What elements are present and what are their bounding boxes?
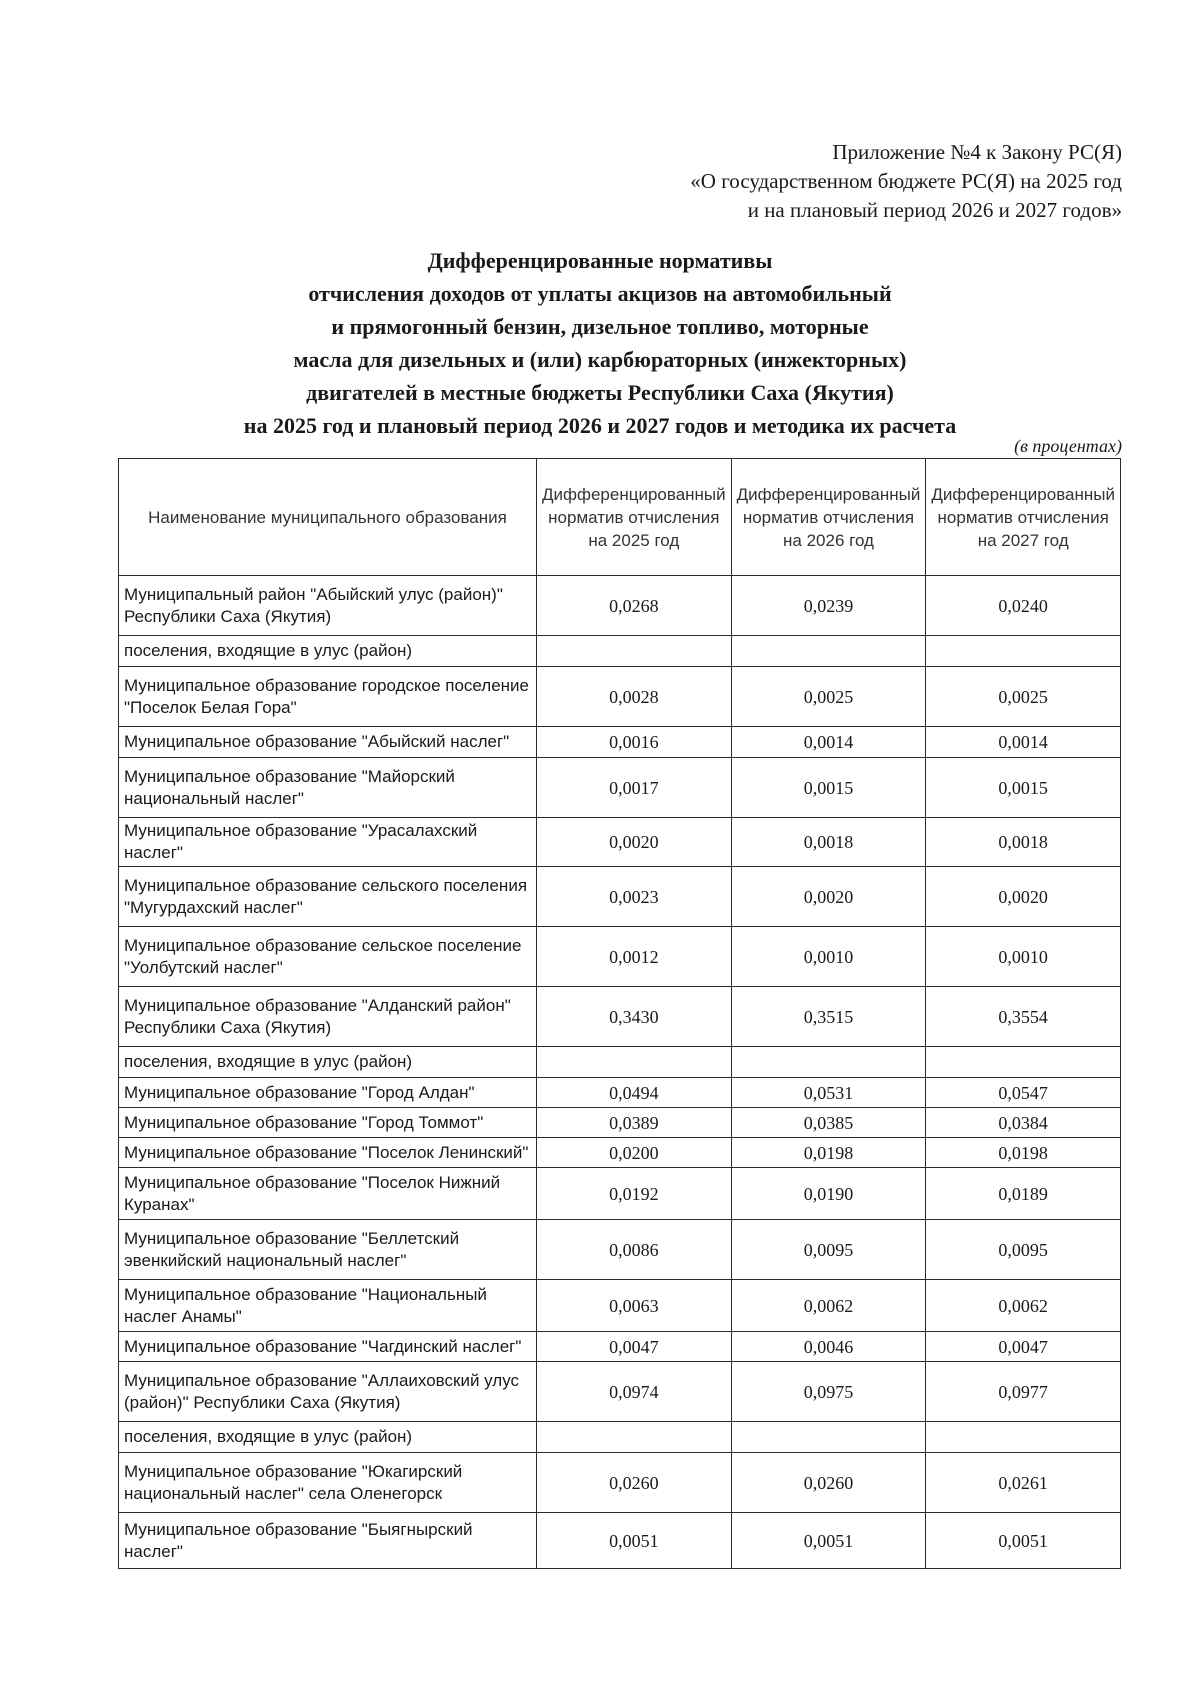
value-2025: 0,0016 [536,727,731,758]
value-2026: 0,3515 [731,987,926,1047]
table-row [119,576,1121,636]
municipality-name: Муниципальное образование "Алданский район" Республики Саха (Якутия) [119,987,537,1047]
table-row [119,1168,1121,1220]
column-header-2026: Дифференцированный норматив отчисления на 2026 год [731,459,926,576]
value-2027: 0,0547 [926,1078,1121,1108]
municipality-name: Муниципальное образование сельского поселения "Мугурдахский наслег" [119,867,537,927]
value-2026: 0,0014 [731,727,926,758]
table-row [119,667,1121,727]
value-2026: 0,0190 [731,1168,926,1220]
table-row [119,1453,1121,1513]
value-2025: 0,0260 [536,1453,731,1513]
value-2025: 0,0063 [536,1280,731,1332]
value-2027: 0,0261 [926,1453,1121,1513]
municipality-name: Муниципальное образование городское поселение "Поселок Белая Гора" [119,667,537,727]
value-2026: 0,0020 [731,867,926,927]
value-2025: 0,0020 [536,818,731,867]
municipality-name: Муниципальное образование "Поселок Ленинский" [119,1138,537,1168]
units-note: (в процентах) [1014,436,1122,456]
municipality-name: Муниципальное образование "Быягнырский наслег" [119,1513,537,1569]
municipality-name: Муниципальное образование сельское поселение "Уолбутский наслег" [119,927,537,987]
table-row [119,1422,1121,1453]
value-2026: 0,0062 [731,1280,926,1332]
value-2025: 0,0192 [536,1168,731,1220]
value-2027: 0,0051 [926,1513,1121,1569]
table-row [119,1138,1121,1168]
table-row [119,1078,1121,1108]
value-2027: 0,0010 [926,927,1121,987]
value-2027: 0,0198 [926,1138,1121,1168]
title-line: и прямогонный бензин, дизельное топливо, моторные [331,314,869,339]
value-2025: 0,0028 [536,667,731,727]
value-2026: 0,0239 [731,576,926,636]
municipality-name: поселения, входящие в улус (район) [119,1422,537,1453]
value-2025: 0,0494 [536,1078,731,1108]
municipality-name: поселения, входящие в улус (район) [119,636,537,667]
municipality-name: Муниципальное образование "Город Алдан" [119,1078,537,1108]
municipality-name: Муниципальный район "Абыйский улус (район)" Республики Саха (Якутия) [119,576,537,636]
column-header-name: Наименование муниципального образования [119,459,537,576]
value-2025: 0,0051 [536,1513,731,1569]
value-2026: 0,0260 [731,1453,926,1513]
document-title [120,244,1080,442]
value-2027: 0,0384 [926,1108,1121,1138]
norms-table [118,458,1121,1569]
table-row [119,1362,1121,1422]
value-2027: 0,0062 [926,1280,1121,1332]
table-row [119,636,1121,667]
appendix-line: Приложение №4 к Закону РС(Я) [832,140,1122,164]
value-2027: 0,0189 [926,1168,1121,1220]
municipality-name: Муниципальное образование "Беллетский эвенкийский национальный наслег" [119,1220,537,1280]
value-2026: 0,0198 [731,1138,926,1168]
appendix-reference [690,138,1122,225]
title-line: отчисления доходов от уплаты акцизов на автомобильный [308,281,892,306]
value-2027: 0,0095 [926,1220,1121,1280]
value-2026: 0,0015 [731,758,926,818]
value-2027: 0,3554 [926,987,1121,1047]
municipality-name: Муниципальное образование "Майорский национальный наслег" [119,758,537,818]
value-2025 [536,1422,731,1453]
table-row [119,818,1121,867]
value-2026: 0,0010 [731,927,926,987]
table-row [119,1108,1121,1138]
value-2027 [926,1047,1121,1078]
column-header-2025: Дифференцированный норматив отчисления на 2025 год [536,459,731,576]
value-2025: 0,0023 [536,867,731,927]
value-2026 [731,636,926,667]
table-row [119,1513,1121,1569]
table-row [119,1280,1121,1332]
table-header-row [119,459,1121,576]
municipality-name: Муниципальное образование "Поселок Нижний Куранах" [119,1168,537,1220]
value-2026: 0,0531 [731,1078,926,1108]
value-2027: 0,0977 [926,1362,1121,1422]
value-2026: 0,0018 [731,818,926,867]
municipality-name: Муниципальное образование "Город Томмот" [119,1108,537,1138]
value-2027: 0,0015 [926,758,1121,818]
value-2025 [536,636,731,667]
value-2026: 0,0975 [731,1362,926,1422]
value-2026 [731,1047,926,1078]
table-row [119,987,1121,1047]
appendix-line: и на плановый период 2026 и 2027 годов» [747,198,1122,222]
title-line: двигателей в местные бюджеты Республики Саха (Якутия) [306,380,894,405]
municipality-name: Муниципальное образование "Юкагирский национальный наслег" села Оленегорск [119,1453,537,1513]
value-2025: 0,0268 [536,576,731,636]
value-2027: 0,0025 [926,667,1121,727]
value-2025: 0,0200 [536,1138,731,1168]
column-header-2027: Дифференцированный норматив отчисления на 2027 год [926,459,1121,576]
table-row [119,867,1121,927]
value-2025: 0,0086 [536,1220,731,1280]
value-2027: 0,0014 [926,727,1121,758]
value-2026: 0,0385 [731,1108,926,1138]
value-2026: 0,0046 [731,1332,926,1362]
value-2025 [536,1047,731,1078]
value-2027: 0,0020 [926,867,1121,927]
table-row [119,1220,1121,1280]
table-row [119,1332,1121,1362]
municipality-name: Муниципальное образование "Урасалахский наслег" [119,818,537,867]
title-line: на 2025 год и плановый период 2026 и 2027 годов и методика их расчета [243,413,957,438]
value-2026 [731,1422,926,1453]
municipality-name: Муниципальное образование "Аллаиховский улус (район)" Республики Саха (Якутия) [119,1362,537,1422]
value-2027 [926,636,1121,667]
table-body [119,576,1121,1569]
value-2025: 0,0012 [536,927,731,987]
title-line: масла для дизельных и (или) карбюраторных (инжекторных) [293,347,907,372]
municipality-name: Муниципальное образование "Чагдинский наслег" [119,1332,537,1362]
value-2025: 0,0389 [536,1108,731,1138]
value-2025: 0,3430 [536,987,731,1047]
title-line: Дифференцированные нормативы [427,248,773,273]
municipality-name: Муниципальное образование "Абыйский наслег" [119,727,537,758]
value-2025: 0,0017 [536,758,731,818]
value-2027 [926,1422,1121,1453]
value-2025: 0,0047 [536,1332,731,1362]
value-2026: 0,0095 [731,1220,926,1280]
municipality-name: поселения, входящие в улус (район) [119,1047,537,1078]
table-row [119,727,1121,758]
table-row [119,1047,1121,1078]
value-2026: 0,0025 [731,667,926,727]
value-2027: 0,0018 [926,818,1121,867]
value-2027: 0,0240 [926,576,1121,636]
table-row [119,758,1121,818]
table-row [119,927,1121,987]
municipality-name: Муниципальное образование "Национальный наслег Анамы" [119,1280,537,1332]
appendix-line: «О государственном бюджете РС(Я) на 2025 год [690,169,1122,193]
value-2027: 0,0047 [926,1332,1121,1362]
value-2026: 0,0051 [731,1513,926,1569]
value-2025: 0,0974 [536,1362,731,1422]
